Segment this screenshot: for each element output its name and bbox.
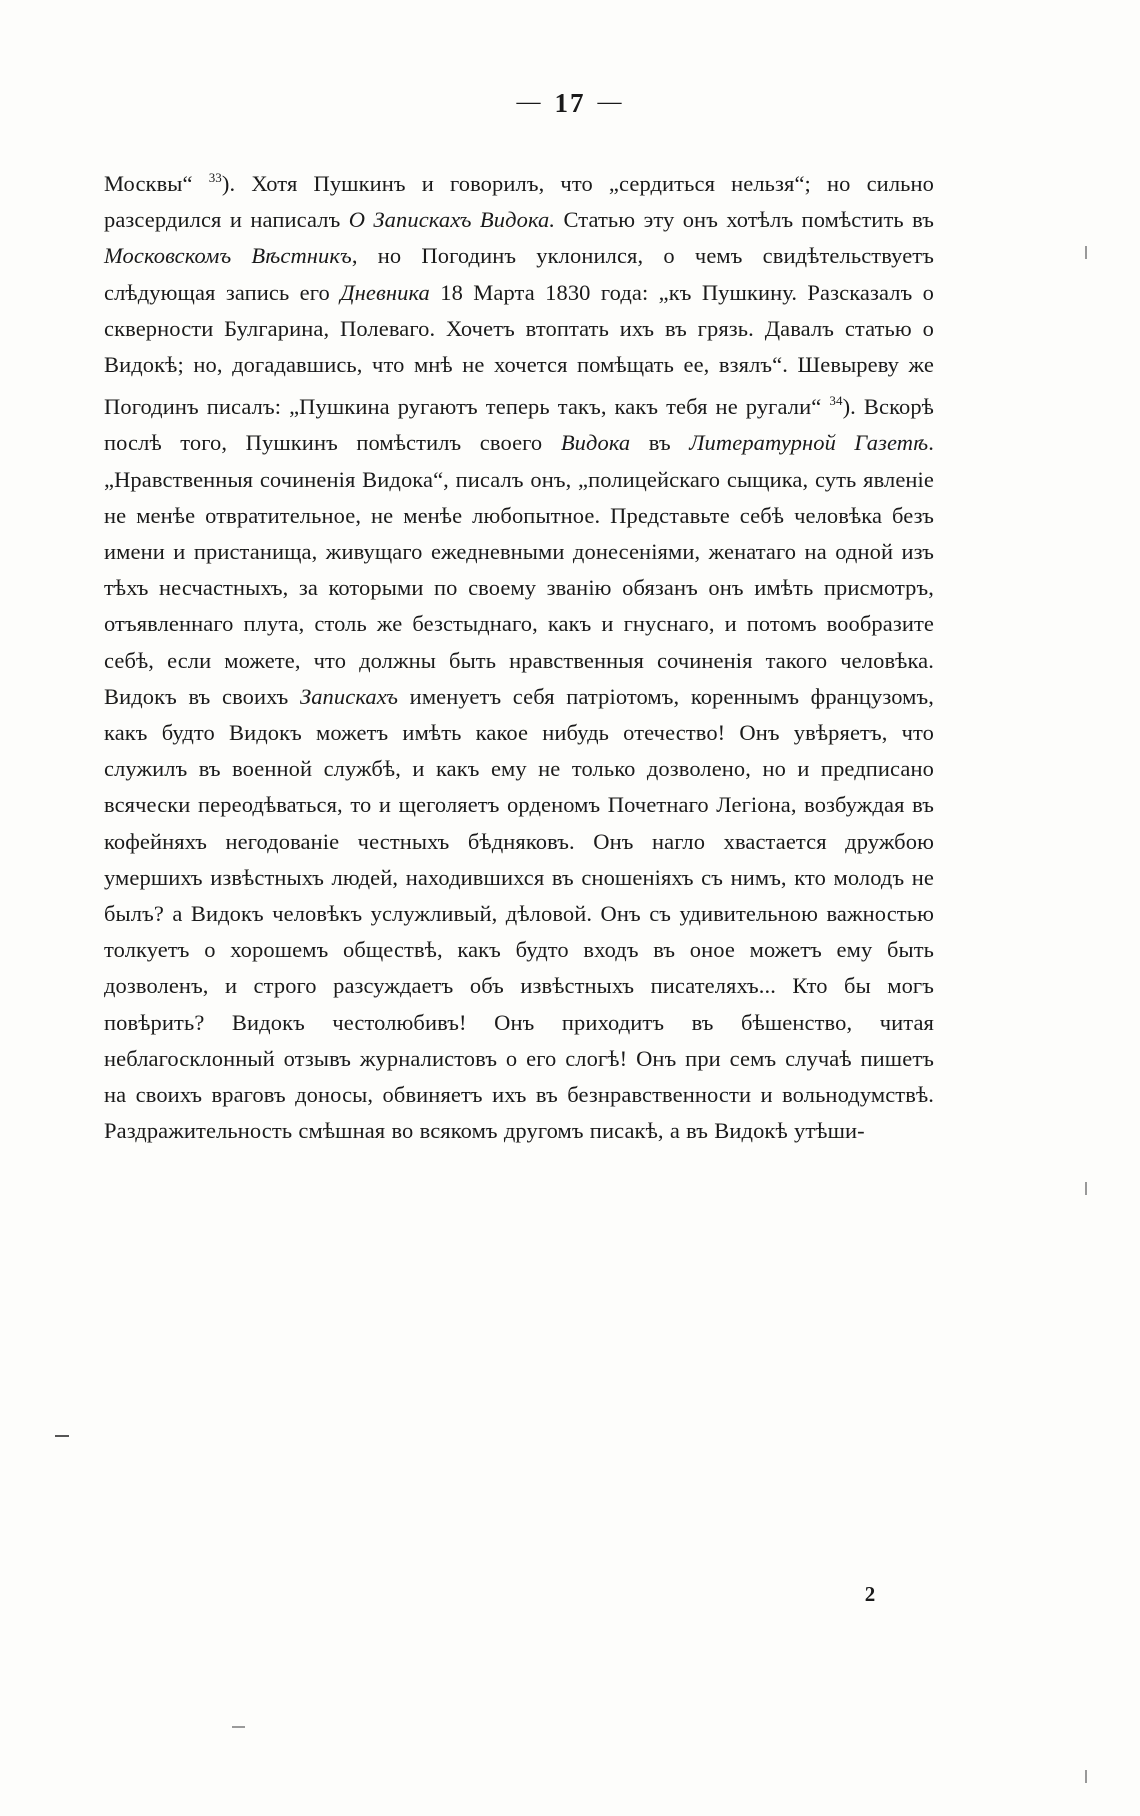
edge-registration-mark-bottom-left bbox=[232, 1726, 245, 1728]
margin-tick-mark bbox=[55, 1435, 69, 1437]
body-text-block bbox=[104, 160, 934, 1149]
page-header bbox=[0, 88, 1140, 119]
page-number: 17 bbox=[554, 88, 586, 118]
signature-mark: 2 bbox=[864, 1582, 876, 1606]
edge-registration-mark-bottom-right bbox=[1085, 1770, 1087, 1783]
edge-registration-mark-top-right bbox=[1085, 246, 1087, 259]
main-paragraph: Москвы“ $^{33}$). Хотя Пушкинъ и говорилъ, что „сердиться нельзя“; но сильно разсердился и написалъ О Запискахъ Видока. Статью эту онъ хотѣлъ помѣстить въ Московскомъ Вѣстникъ, но Погодинъ уклонился, о чемъ свидѣтельствуетъ слѣдующая запись его Дневника 18 Марта 1830 года: „къ Пушкину. Разсказалъ о скверности Булгарина, Полеваго. Хочетъ втоптать ихъ въ грязь. Давалъ статью о Видокѣ; но, догадавшись, что мнѣ не хочется помѣщать ее, взялъ“. Шевыреву же Погодинъ писалъ: „Пушкина ругаютъ теперь такъ, какъ тебя не ругали“ $^{34}$). Вскорѣ послѣ того, Пушкинъ помѣстилъ своего Видока въ Литературной Газетѣ. „Нравственныя сочиненія Видока“, писалъ онъ, „полицейскаго сыщика, суть явленіе не менѣе отвратительное, не менѣе любопытное. Представьте себѣ человѣка безъ имени и пристанища, живущаго ежедневными донесеніями, женатаго на одной изъ тѣхъ несчастныхъ, за которыми по своему званію обязанъ онъ имѣть присмотръ, отъявленнаго плута, столь же безстыднаго, какъ и гнуснаго, и потомъ вообразите себѣ, если можете, что должны быть нравственныя сочиненія такого человѣка. Видокъ въ своихъ Запискахъ именуетъ себя патріотомъ, кореннымъ французомъ, какъ будто Видокъ можетъ имѣть какое нибудь отечество! Онъ увѣряетъ, что служилъ въ военной службѣ, и какъ ему не только дозволено, но и предписано всячески переодѣваться, то и щеголяетъ орденомъ Почетнаго Легіона, возбуждая въ кофейняхъ негодованіе честныхъ бѣдняковъ. Онъ нагло хвастается дружбою умершихъ извѣстныхъ людей, находившихся въ сношеніяхъ съ нимъ, кто молодъ не былъ? а Видокъ человѣкъ услужливый, дѣловой. Онъ съ удивительною важностью толкуетъ о хорошемъ обществѣ, какъ будто входъ въ оное можетъ ему быть дозволенъ, и строго разсуждаетъ объ извѣстныхъ писателяхъ... Кто бы могъ повѣрить? Видокъ честолюбивъ! Онъ приходитъ въ бѣшенство, читая неблагосклонный отзывъ журналистовъ о его слогѣ! Онъ при семъ случаѣ пишетъ на своихъ враговъ доносы, обвиняетъ ихъ въ безнравственности и вольнодумствѣ. Раздражительность смѣшная во всякомъ другомъ писакѣ, а въ Видокѣ утѣши- bbox=[104, 170, 935, 1144]
page-number-dash-right: — bbox=[597, 89, 624, 115]
signature-mark-row bbox=[0, 1582, 1140, 1607]
page-number-dash-left: — bbox=[516, 89, 543, 115]
edge-registration-mark-mid-right bbox=[1085, 1182, 1087, 1195]
